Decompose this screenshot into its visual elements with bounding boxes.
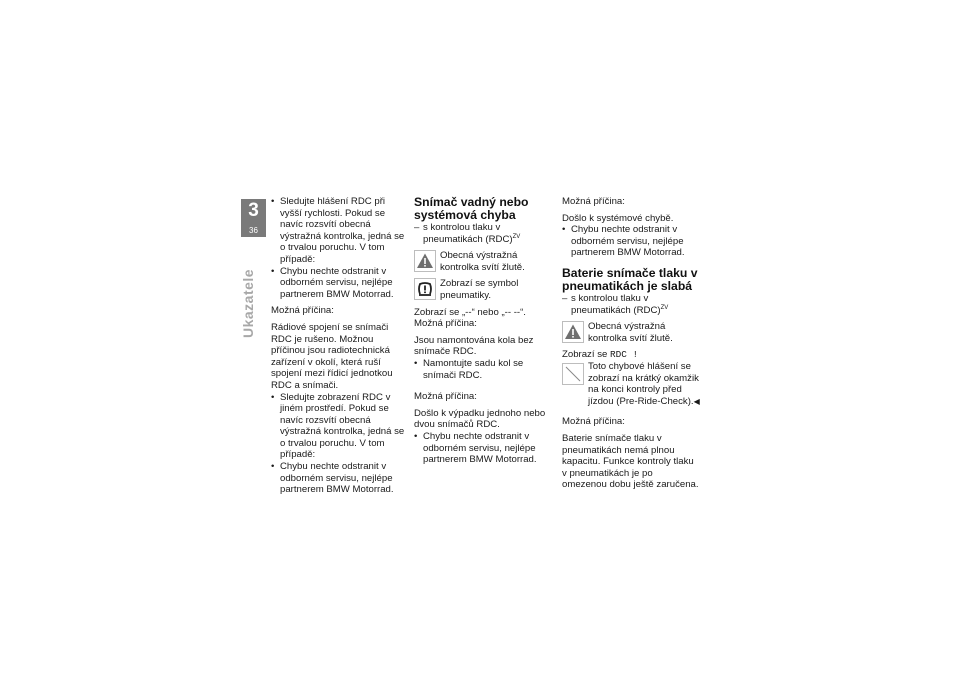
cause-label: Možná příčina: <box>562 416 625 428</box>
column-2 <box>414 196 552 466</box>
note-icon <box>562 363 584 385</box>
equipment-note <box>562 293 700 316</box>
list-item: • Chybu nechte odstranit v odborném servisu, nejlépe partnerem BMW Motorrad. <box>271 266 407 301</box>
equipment-text: s kontrolou tlaku v pneumatikách (RDC) <box>423 222 513 245</box>
cause-text: Došlo k výpadku jednoho nebo dvou snímačů RDC. <box>414 407 546 431</box>
list-item: • Sledujte hlášení RDC při vyšší rychlosti. Pokud se navíc rozsvítí obecná výstražná kontrolka, jedná se o trvalou poruchu. V tom případě: <box>271 196 407 266</box>
note-row <box>562 361 700 407</box>
warning-row <box>562 321 700 344</box>
display-code: RDC ! <box>610 349 639 361</box>
cause-text: Jsou namontována kola bez snímače RDC. <box>414 334 534 358</box>
display-prefix: Zobrazí se <box>562 349 608 361</box>
list-item: • Chybu nechte odstranit v odborném servisu, nejlépe partnerem BMW Motorrad. <box>562 224 700 259</box>
chapter-tab <box>241 199 266 237</box>
equipment-note <box>414 222 552 245</box>
section-heading: Snímač vadný nebo systémová chyba <box>414 195 529 222</box>
warning-text: Obecná výstražná kontrolka svítí žlutě. <box>440 250 525 273</box>
chapter-number: 3 <box>248 200 259 221</box>
cause-label: Možná příčina: <box>562 196 625 207</box>
warning-row <box>414 250 552 273</box>
cause-text: Rádiové spojení se snímači RDC je rušeno. Možnou příčinou jsou radiotechnická zařízení v okolí, která ruší spojení mezi řídicí jednotkou RDC a snímači. <box>271 321 393 391</box>
page-number: 36 <box>249 226 258 235</box>
list-item: • Chybu nechte odstranit v odborném servisu, nejlépe partnerem BMW Motorrad. <box>414 431 552 466</box>
tire-pressure-icon <box>414 278 436 300</box>
equipment-text: s kontrolou tlaku v pneumatikách (RDC) <box>571 292 661 316</box>
list-item: • Chybu nechte odstranit v odborném servisu, nejlépe partnerem BMW Motorrad. <box>271 461 407 496</box>
equipment-sup: ZV <box>512 233 521 240</box>
column-3 <box>562 196 700 491</box>
display-line <box>562 349 700 361</box>
section-title: Ukazatele <box>240 268 256 338</box>
cause-text: Došlo k systémové chybě. <box>562 212 674 224</box>
column-1 <box>271 196 407 496</box>
display-text: Zobrazí se „--“ nebo „-- --“. <box>414 306 526 318</box>
tire-text: Zobrazí se symbol pneumatiky. <box>440 278 519 301</box>
cause-label: Možná příčina: <box>414 391 477 403</box>
cause-text: Baterie snímače tlaku v pneumatikách nemá plnou kapacitu. Funkce kontroly tlaku v pneumatikách je po omezenou dobu ještě zaručena. <box>562 432 699 491</box>
list-item: • Sledujte zobrazení RDC v jiném prostředí. Pokud se navíc rozsvítí obecná výstražná kontrolka, jedná se o trvalou poruchu. V tom případě: <box>271 392 407 462</box>
end-mark: ◀ <box>693 396 700 406</box>
section-heading: Baterie snímače tlaku v pneumatikách je slabá <box>562 265 698 293</box>
warning-text: Obecná výstražná kontrolka svítí žlutě. <box>588 321 673 344</box>
cause-label: Možná příčina: <box>414 318 477 330</box>
cause-label: Možná příčina: <box>271 305 334 317</box>
list-item: • Namontujte sadu kol se snímači RDC. <box>414 358 552 381</box>
warning-triangle-icon <box>562 321 584 343</box>
warning-triangle-icon <box>414 250 436 272</box>
tire-row <box>414 278 552 301</box>
equipment-sup: ZV <box>660 304 669 311</box>
note-text: Toto chybové hlášení se zobrazí na krátký okamžik na konci kontroly před jízdou (Pre-Ride-Check). <box>588 360 699 407</box>
